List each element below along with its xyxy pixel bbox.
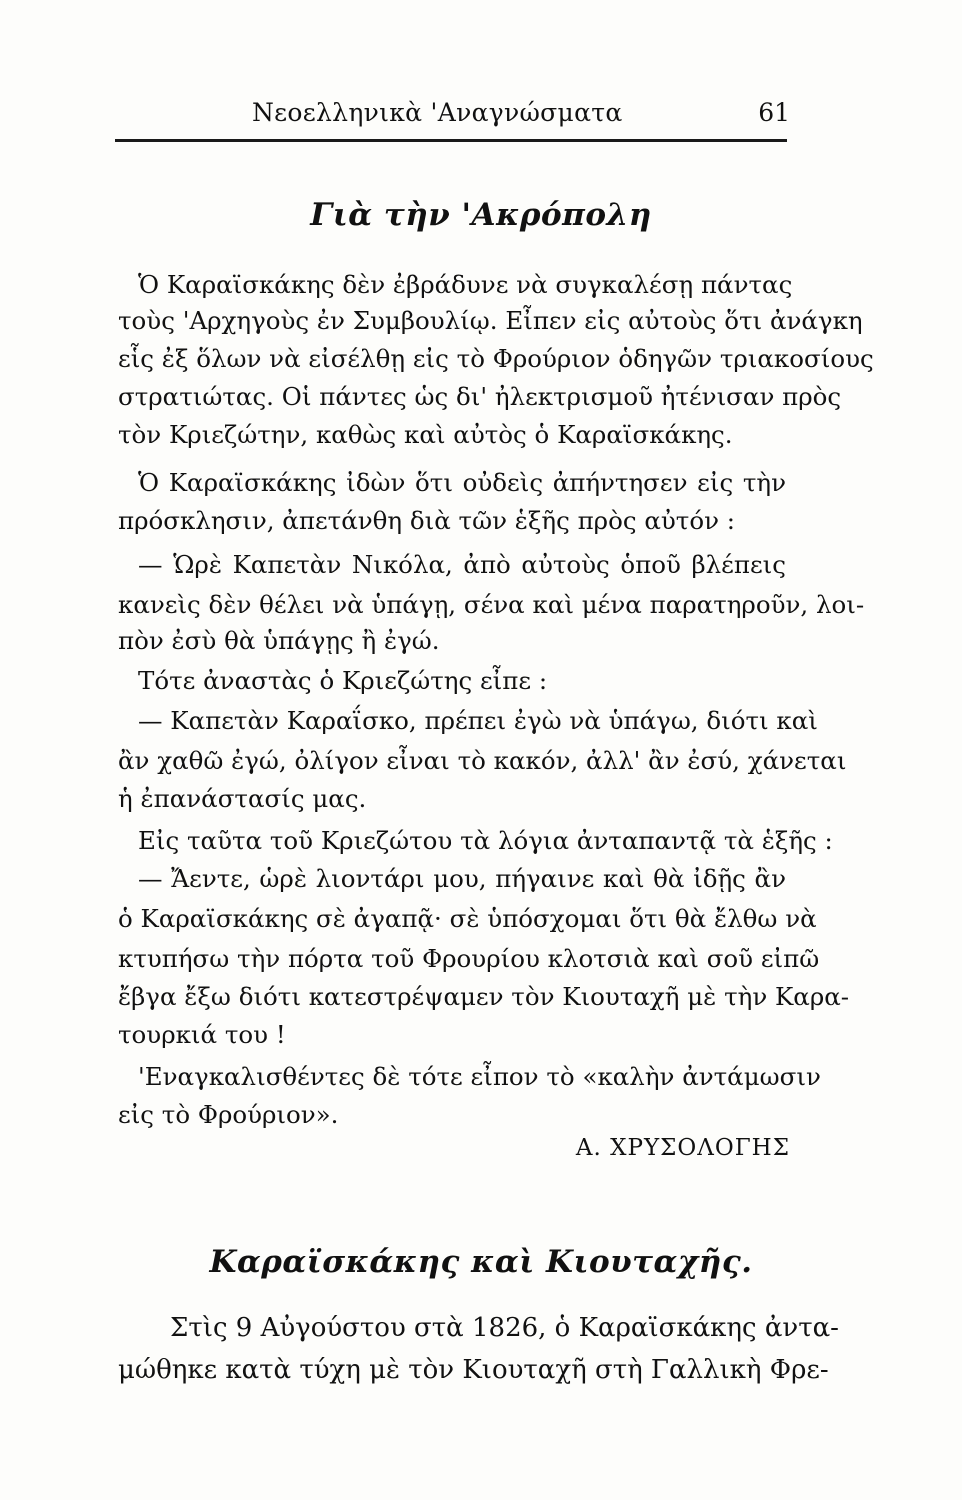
text-line: Ὁ Καραϊσκάκης δὲν ἐβράδυνε νὰ συγκαλέσῃ πάντας bbox=[138, 270, 793, 299]
text-line: ἡ ἐπανάστασίς μας. bbox=[118, 784, 367, 813]
text-line: τοὺς 'Αρχηγοὺς ἐν Συμβουλίῳ. Εἶπεν εἰς αὐτοὺς ὅτι ἀνάγκη bbox=[118, 306, 863, 335]
text-line: ἔβγα ἔξω διότι κατεστρέψαμεν τὸν Κιουταχῆ μὲ τὴν Καρα- bbox=[118, 982, 850, 1011]
author-signature: Α. ΧΡΥΣΟΛΟΓΗΣ bbox=[575, 1135, 790, 1161]
text-line: στρατιώτας. Οἱ πάντες ὡς δι' ἠλεκτρισμοῦ ἠτένισαν πρὸς bbox=[118, 382, 842, 411]
text-line: — Καπετὰν Καραΐσκο, πρέπει ἐγὼ νὰ ὑπάγω, διότι καὶ bbox=[138, 706, 818, 735]
text-line: κανεὶς δὲν θέλει νὰ ὑπάγῃ, σένα καὶ μένα παρατηροῦν, λοι- bbox=[118, 590, 865, 619]
text-line: Στὶς 9 Αὐγούστου στὰ 1826, ὁ Καραϊσκάκης ἀντα- bbox=[170, 1313, 839, 1343]
section-title: Καραϊσκάκης καὶ Κιουταχῆς. bbox=[209, 1244, 753, 1280]
section-title: Γιὰ τὴν 'Ακρόπολη bbox=[310, 197, 652, 233]
text-line: 'Εναγκαλισθέντες δὲ τότε εἶπον τὸ «καλὴν ἀντάμωσιν bbox=[138, 1062, 821, 1091]
page-number: 61 bbox=[758, 98, 790, 127]
text-line: Ὁ Καραϊσκάκης ἰδὼν ὅτι οὐδεὶς ἀπήντησεν εἰς τὴν bbox=[138, 468, 786, 497]
text-line: Τότε ἀναστὰς ὁ Κριεζώτης εἶπε : bbox=[138, 666, 548, 695]
running-head bbox=[230, 98, 790, 138]
text-line: τουρκιά του ! bbox=[118, 1020, 286, 1049]
text-line: τὸν Κριεζώτην, καθὼς καὶ αὐτὸς ὁ Καραϊσκάκης. bbox=[118, 420, 733, 449]
text-line: πρόσκλησιν, ἀπετάνθη διὰ τῶν ἑξῆς πρὸς αὐτόν : bbox=[118, 506, 736, 535]
text-line: — Ἄεντε, ὡρὲ λιοντάρι μου, πήγαινε καὶ θὰ ἰδῇς ἂν bbox=[138, 864, 786, 893]
header-rule bbox=[115, 139, 787, 142]
text-line: κτυπήσω τὴν πόρτα τοῦ Φρουρίου κλοτσιὰ καὶ σοῦ εἰπῶ bbox=[118, 944, 820, 973]
text-line: μώθηκε κατὰ τύχη μὲ τὸν Κιουταχῆ στὴ Γαλλικὴ Φρε- bbox=[118, 1355, 829, 1385]
text-line: εἰς τὸ Φρούριον». bbox=[118, 1100, 339, 1129]
text-line: — Ὡρὲ Καπετὰν Νικόλα, ἀπὸ αὐτοὺς ὁποῦ βλέπεις bbox=[138, 550, 786, 579]
text-line: ἂν χαθῶ ἐγώ, ὀλίγον εἶναι τὸ κακόν, ἀλλ' ἂν ἐσύ, χάνεται bbox=[118, 746, 847, 775]
text-line: εἷς ἐξ ὅλων νὰ εἰσέλθῃ εἰς τὸ Φρούριον ὁδηγῶν τριακοσίους bbox=[118, 344, 874, 373]
text-line: Εἰς ταῦτα τοῦ Κριεζώτου τὰ λόγια ἀνταπαντᾷ τὰ ἑξῆς : bbox=[138, 826, 833, 855]
text-line: πὸν ἐσὺ θὰ ὑπάγῃς ἢ ἐγώ. bbox=[118, 626, 440, 655]
text-line: ὁ Καραϊσκάκης σὲ ἀγαπᾷ· σὲ ὑπόσχομαι ὅτι θὰ ἔλθω νὰ bbox=[118, 904, 817, 933]
running-title: Νεοελληνικὰ 'Αναγνώσματα bbox=[252, 98, 623, 127]
